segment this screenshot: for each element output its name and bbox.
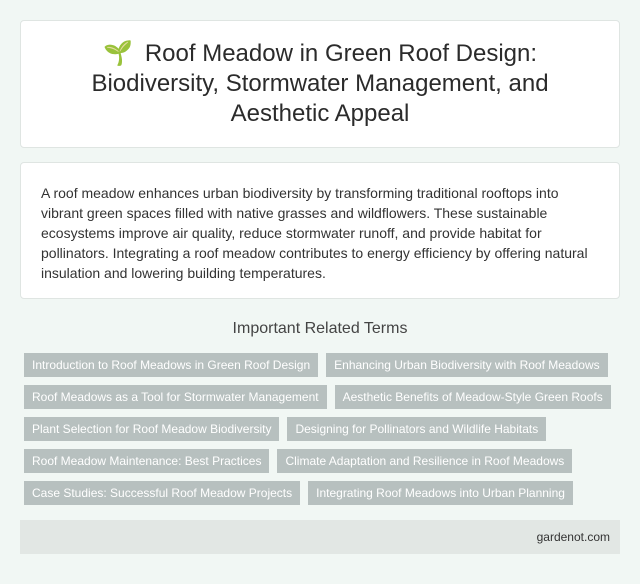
term-tag[interactable]: Designing for Pollinators and Wildlife Habitats: [287, 417, 546, 441]
title-card: [20, 20, 620, 148]
description-text: A roof meadow enhances urban biodiversity by transforming traditional rooftops into vibrant green spaces filled with native grasses and wildflowers. These sustainable ecosystems improve air quality, reduce stormwater runoff, and provide habitat for pollinators. Integrating a roof meadow contributes to energy efficiency by offering natural insulation and lowering building temperatures.: [41, 185, 588, 281]
related-terms-row: [20, 353, 620, 385]
footer-site-link[interactable]: gardenot.com: [536, 530, 610, 544]
term-tag[interactable]: Enhancing Urban Biodiversity with Roof Meadows: [326, 353, 607, 377]
related-terms-row: [20, 417, 620, 449]
related-terms-heading: Important Related Terms: [232, 320, 408, 337]
term-tag[interactable]: Aesthetic Benefits of Meadow-Style Green Roofs: [335, 385, 611, 409]
related-terms-row: [20, 481, 620, 513]
term-tag[interactable]: Climate Adaptation and Resilience in Roof Meadows: [277, 449, 572, 473]
term-tag[interactable]: Integrating Roof Meadows into Urban Planning: [308, 481, 573, 505]
related-terms-list: [20, 353, 620, 513]
footer: [20, 520, 620, 554]
term-tag[interactable]: Case Studies: Successful Roof Meadow Projects: [24, 481, 300, 505]
term-tag[interactable]: Plant Selection for Roof Meadow Biodiversity: [24, 417, 279, 441]
related-terms-row: [20, 385, 620, 417]
related-terms-row: [20, 449, 620, 481]
term-tag[interactable]: Introduction to Roof Meadows in Green Roof Design: [24, 353, 318, 377]
description-card: [20, 162, 620, 299]
seedling-icon: 🌱: [102, 40, 133, 67]
term-tag[interactable]: Roof Meadows as a Tool for Stormwater Management: [24, 385, 327, 409]
term-tag[interactable]: Roof Meadow Maintenance: Best Practices: [24, 449, 269, 473]
page-title-text: Roof Meadow in Green Roof Design: Biodiversity, Stormwater Management, and Aesthetic Appeal: [91, 40, 549, 127]
page-title: [60, 39, 580, 129]
